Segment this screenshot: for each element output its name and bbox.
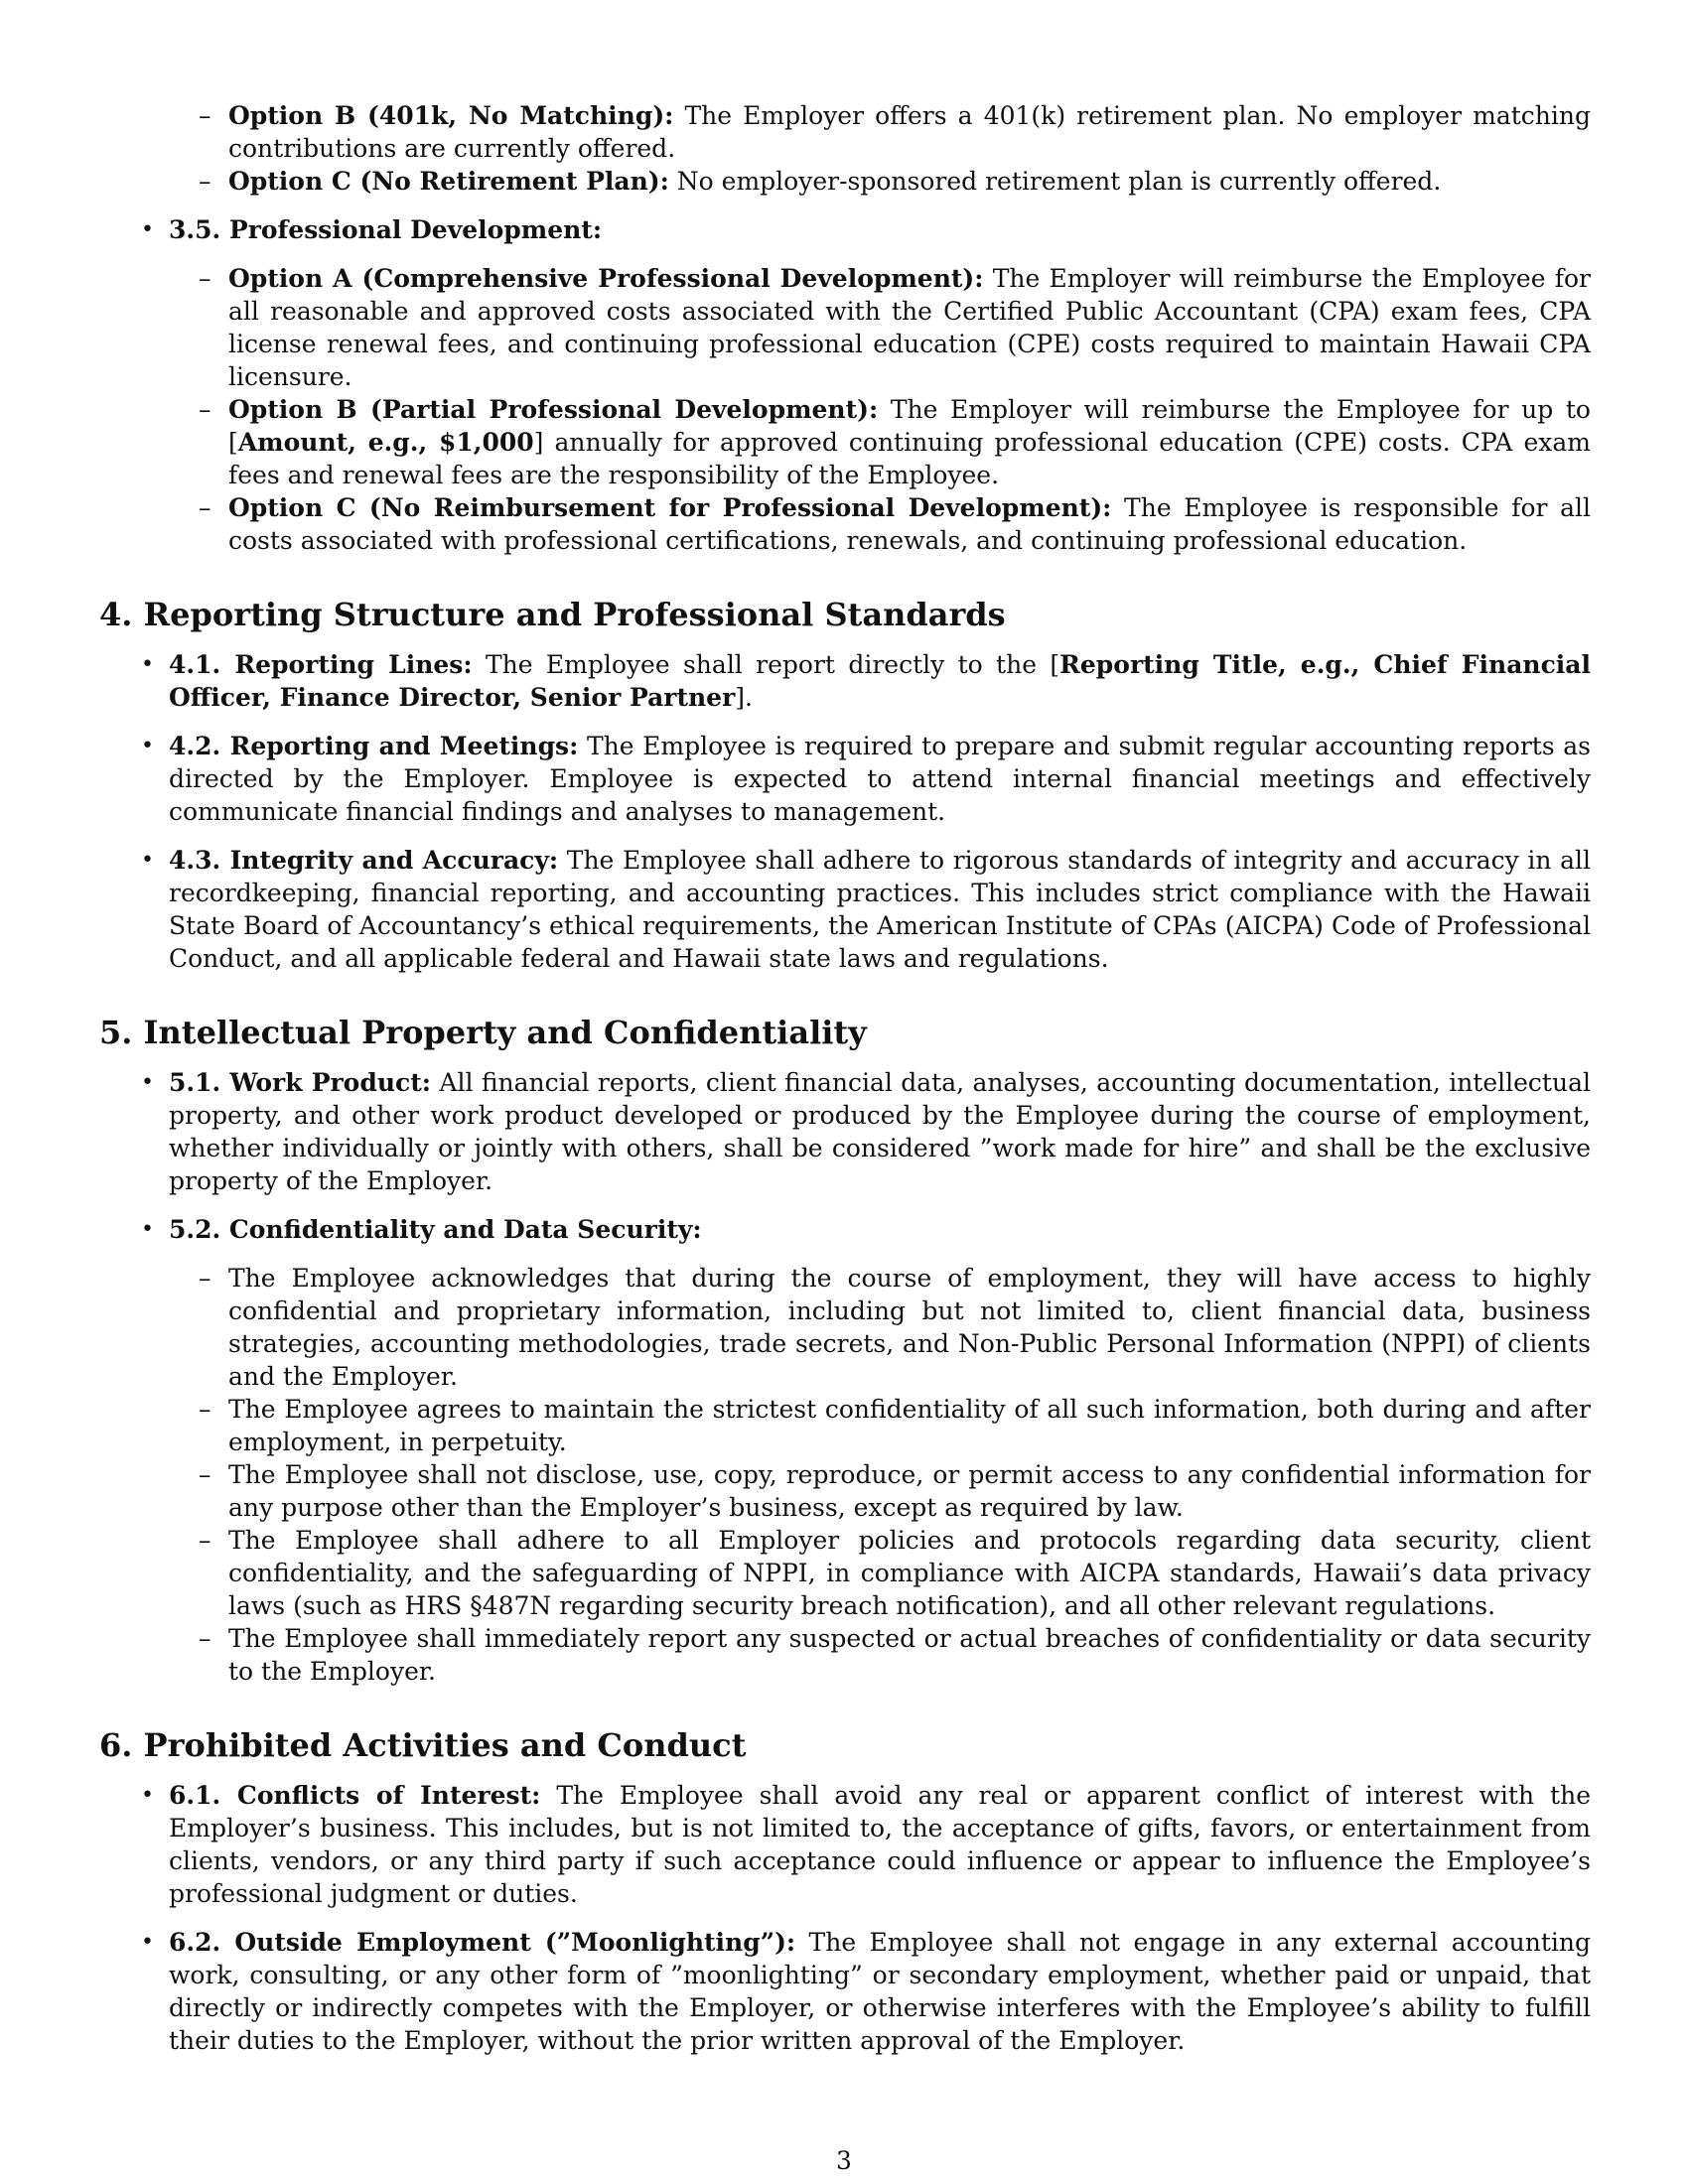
retirement-option-b: – Option B (401k, No Matching): The Employer offers a 401(k) retirement plan. No employer matching contributions are currently offered. [228, 99, 1591, 165]
pd-option-c: – Option C (No Reimbursement for Professional Development): The Employee is responsible for all costs associated with professional certifications, renewals, and continuing professional education. [228, 491, 1591, 557]
confidentiality-item: – The Employee acknowledges that during the course of employment, they will have access to highly confidential and proprietary information, including but not limited to, client financial data, business strategies, accounting methodologies, trade secrets, and Non-Public Personal Information (NPPI) of clients and the Employer. [228, 1262, 1591, 1393]
page-content [99, 99, 1591, 2073]
section-3-5-list [99, 213, 1591, 557]
clause-6-1: • 6.1. Conflicts of Interest: The Employee shall avoid any real or apparent conflict of interest with the Employer’s business. This includes, but is not limited to, the acceptance of gifts, favors, or entertainment from clients, vendors, or any third party if such acceptance could influence or appear to influence the Employee’s professional judgment or duties. [169, 1779, 1591, 1910]
section-6-list [99, 1779, 1591, 2057]
confidentiality-item: – The Employee shall immediately report any suspected or actual breaches of confidentiality or data security to the Employer. [228, 1622, 1591, 1688]
professional-development-options [169, 262, 1591, 557]
pd-option-b: – Option B (Partial Professional Development): The Employer will reimburse the Employee for up to [Amount, e.g., $1,000] annually for approved continuing professional education (CPE) costs. CPA exam fees and renewal fees are the responsibility of the Employee. [228, 393, 1591, 491]
confidentiality-item: – The Employee shall adhere to all Employer policies and protocols regarding data security, client confidentiality, and the safeguarding of NPPI, in compliance with AICPA standards, Hawaii’s data privacy laws (such as HRS §487N regarding security breach notification), and all other relevant regulations. [228, 1524, 1591, 1622]
reporting-title-placeholder: Reporting Title, e.g., Chief Financial Officer, Finance Director, Senior Partner [169, 650, 1591, 712]
page-number: 3 [836, 2146, 852, 2175]
section-6-heading: 6. Prohibited Activities and Conduct [99, 1726, 747, 1764]
clause-4-2: • 4.2. Reporting and Meetings: The Employee is required to prepare and submit regular accounting reports as directed by the Employer. Employee is expected to attend internal financial meetings and effectively communicate financial findings and analyses to management. [169, 730, 1591, 828]
clause-5-2-heading: 5.2. Confidentiality and Data Security: [169, 1215, 702, 1244]
clause-5-2 [169, 1213, 1591, 1688]
clause-3-5-heading: 3.5. Professional Development: [169, 215, 603, 244]
clause-4-1: • 4.1. Reporting Lines: The Employee shall report directly to the [Reporting Title, e.g., Chief Financial Officer, Finance Director, Senior Partner]. [169, 648, 1591, 714]
clause-5-1: • 5.1. Work Product: All financial reports, client financial data, analyses, accounting documentation, intellectual property, and other work product developed or produced by the Employee during the course of employment, whether individually or jointly with others, shall be considered ”work made for hire” and shall be the exclusive property of the Employer. [169, 1066, 1591, 1197]
amount-placeholder: Amount, e.g., $1,000 [237, 428, 534, 457]
confidentiality-item: – The Employee shall not disclose, use, copy, reproduce, or permit access to any confidential information for any purpose other than the Employer’s business, except as required by law. [228, 1458, 1591, 1524]
confidentiality-subitems [169, 1262, 1591, 1688]
section-5-list [99, 1066, 1591, 1688]
section-5-heading: 5. Intellectual Property and Confidentiality [99, 1014, 867, 1051]
clause-6-2: • 6.2. Outside Employment (”Moonlighting”): The Employee shall not engage in any external accounting work, consulting, or any other form of ”moonlighting” or secondary employment, whether paid or unpaid, that directly or indirectly competes with the Employer, or otherwise interferes with the Employee’s ability to fulfill their duties to the Employer, without the prior written approval of the Employer. [169, 1926, 1591, 2057]
retirement-option-c: – Option C (No Retirement Plan): No employer-sponsored retirement plan is currently offered. [228, 165, 1591, 198]
confidentiality-item: – The Employee agrees to maintain the strictest confidentiality of all such information, both during and after employment, in perpetuity. [228, 1393, 1591, 1458]
pd-option-a: – Option A (Comprehensive Professional Development): The Employer will reimburse the Employee for all reasonable and approved costs associated with the Certified Public Accountant (CPA) exam fees, CPA license renewal fees, and continuing professional education (CPE) costs required to maintain Hawaii CPA licensure. [228, 262, 1591, 393]
clause-3-5 [169, 213, 1591, 557]
retirement-options-continued [99, 99, 1591, 198]
clause-4-3: • 4.3. Integrity and Accuracy: The Employee shall adhere to rigorous standards of integrity and accuracy in all recordkeeping, financial reporting, and accounting practices. This includes strict compliance with the Hawaii State Board of Accountancy’s ethical requirements, the American Institute of CPAs (AICPA) Code of Professional Conduct, and all applicable federal and Hawaii state laws and regulations. [169, 844, 1591, 975]
section-4-heading: 4. Reporting Structure and Professional Standards [99, 596, 1006, 633]
section-4-list [99, 648, 1591, 975]
